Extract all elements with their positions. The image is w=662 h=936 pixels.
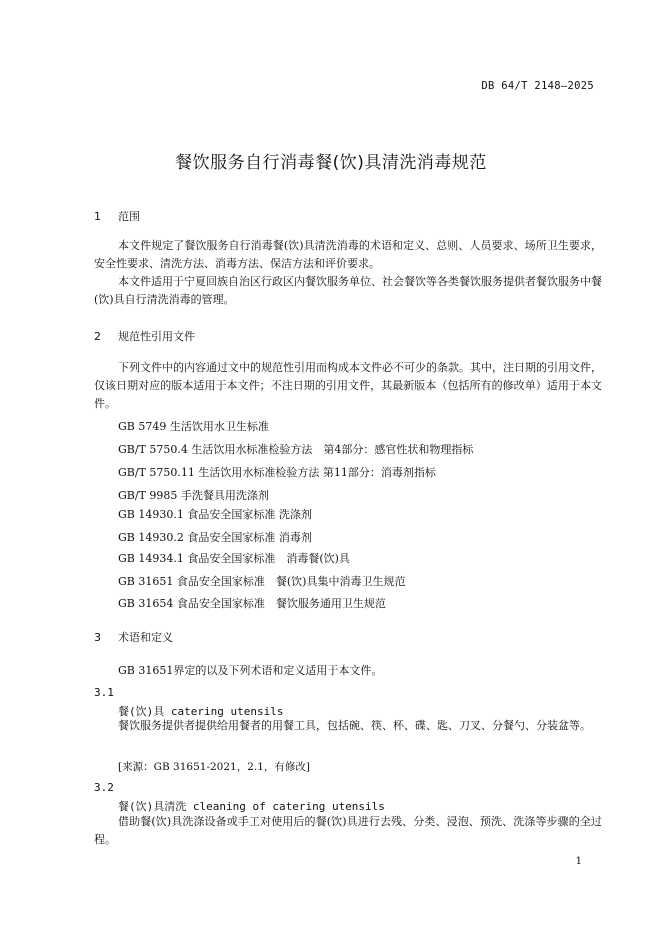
reference-item: GB 31651 食品安全国家标准 餐(饮)具集中消毒卫生规范: [118, 575, 406, 588]
scope-paragraph-1: 本文件规定了餐饮服务自行消毒餐(饮)具清洗消毒的术语和定义、总则、人员要求、场所卫生要求，安全性要求、清洗方法、消毒方法、保洁方法和评价要求。: [94, 239, 602, 270]
reference-item: GB/T 5750.11 生活饮用水标准检验方法 第11部分：消毒剂指标: [118, 466, 436, 479]
section-title: 范围: [118, 210, 140, 223]
section-title: 术语和定义: [118, 631, 173, 644]
term-3-2-definition: 借助餐(饮)具洗涤设备或手工对使用后的餐(饮)具进行去残、分类、浸泡、预洗、洗涤等步骤的全过程。: [94, 815, 602, 846]
section-1-heading: [94, 208, 140, 224]
document-code: DB 64/T 2148—2025: [481, 80, 594, 92]
section-number: 2: [94, 330, 101, 343]
reference-item: GB 5749 生活饮用水卫生标准: [118, 420, 269, 433]
reference-item: GB/T 9985 手洗餐具用洗涤剂: [118, 489, 269, 502]
section-title: 规范性引用文件: [118, 330, 195, 343]
term-3-1-definition: 餐饮服务提供者提供给用餐者的用餐工具，包括碗、筷、杯、碟、匙、刀叉、分餐勺、分装盆等。: [118, 719, 591, 732]
term-3-2-name: 餐(饮)具清洗 cleaning of catering utensils: [118, 800, 385, 813]
term-3-1-name: 餐(饮)具 catering utensils: [118, 705, 284, 718]
reference-item: GB 14930.1 食品安全国家标准 洗涤剂: [118, 508, 312, 521]
section-number: 3: [94, 631, 101, 644]
document-title: 餐饮服务自行消毒餐(饮)具清洗消毒规范: [175, 153, 487, 173]
terms-intro: GB 31651界定的以及下列术语和定义适用于本文件。: [118, 664, 383, 677]
section-3-heading: [94, 629, 173, 645]
reference-item: GB/T 5750.4 生活饮用水标准检验方法 第4部分：感官性状和物理指标: [118, 443, 474, 456]
reference-item: GB 14930.2 食品安全国家标准 消毒剂: [118, 531, 312, 544]
section-number: 1: [94, 210, 101, 223]
normative-intro: 下列文件中的内容通过文中的规范性引用而构成本文件必不可少的条款。其中，注日期的引用文件，仅该日期对应的版本适用于本文件；不注日期的引用文件，其最新版本（包括所有的修改单）适用于本文件。: [94, 361, 602, 410]
reference-item: GB 14934.1 食品安全国家标准 消毒餐(饮)具: [118, 552, 350, 565]
term-3-1-source: [来源：GB 31651-2021，2.1，有修改]: [118, 761, 311, 773]
reference-item: GB 31654 食品安全国家标准 餐饮服务通用卫生规范: [118, 597, 386, 610]
scope-paragraph-2: 本文件适用于宁夏回族自治区行政区内餐饮服务单位、社会餐饮等各类餐饮服务提供者餐饮服务中餐(饮)具自行清洗消毒的管理。: [94, 275, 602, 306]
term-3-1-number: 3.1: [94, 686, 114, 699]
section-2-heading: [94, 328, 195, 344]
term-3-2-number: 3.2: [94, 781, 114, 794]
page-number: 1: [575, 856, 582, 867]
